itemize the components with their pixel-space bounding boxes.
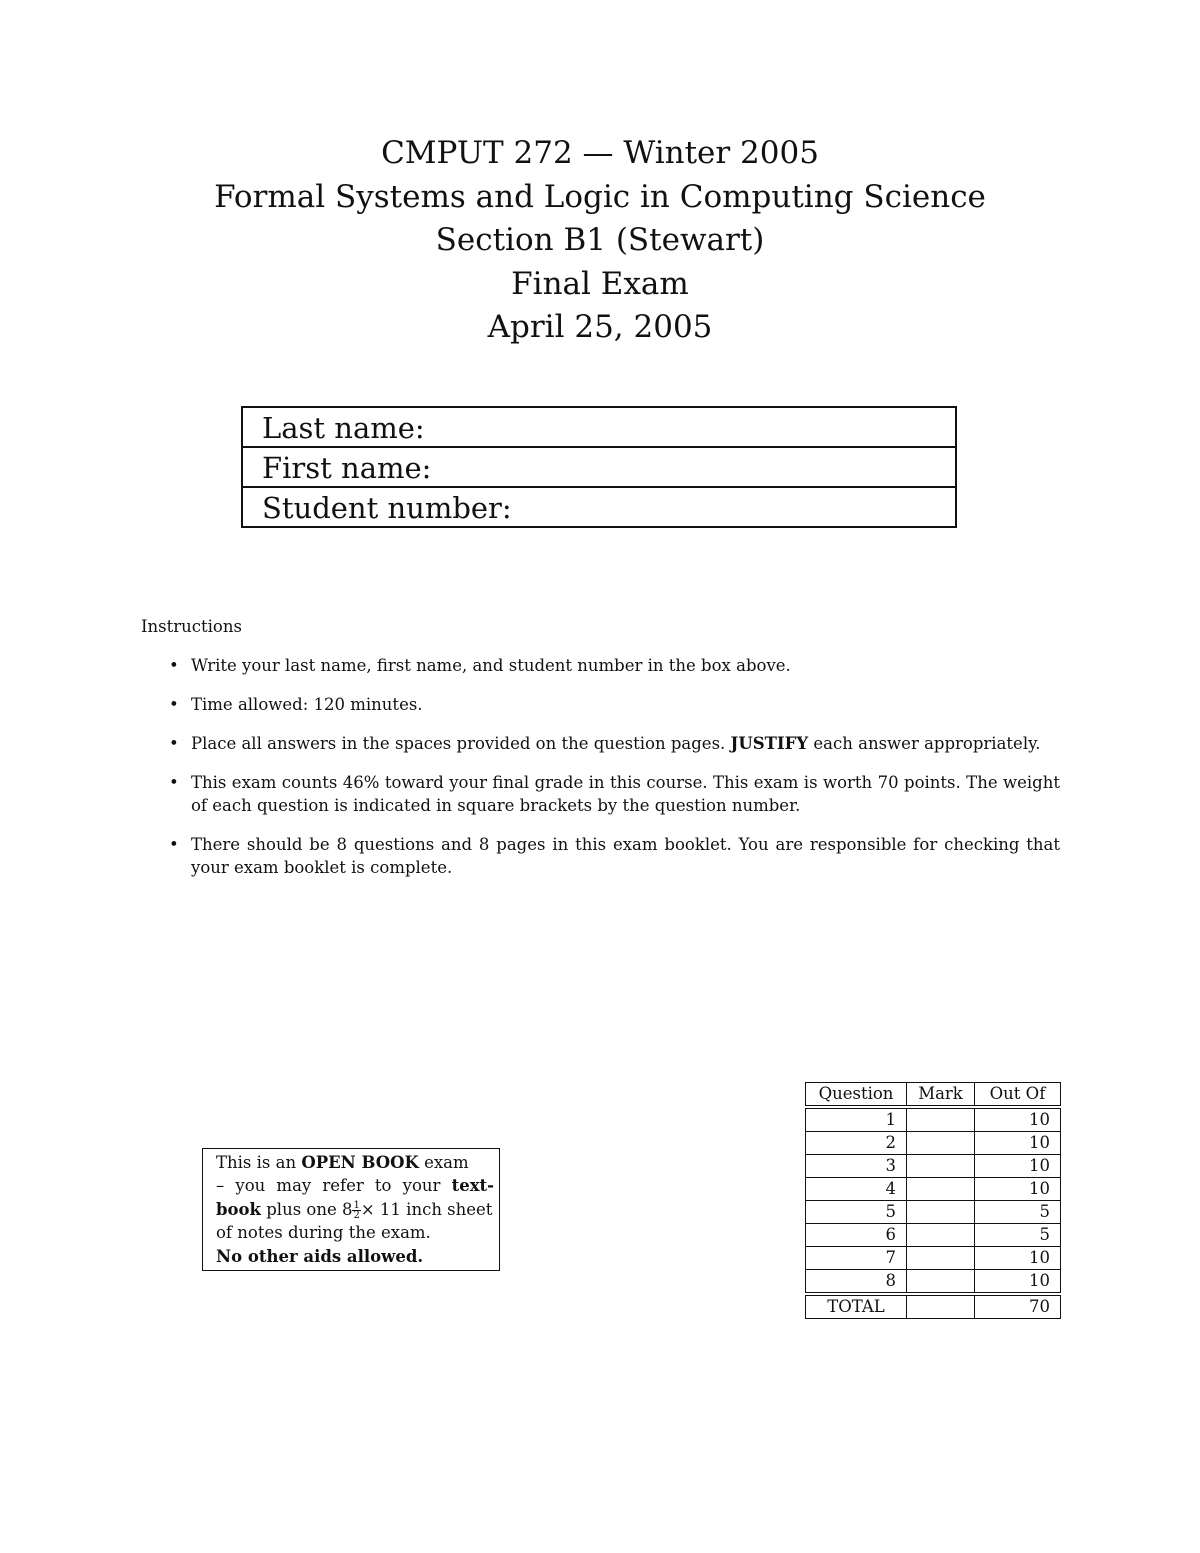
fraction-denominator: 2 — [353, 1209, 360, 1221]
instruction-item — [168, 732, 1060, 755]
exam-date: April 25, 2005 — [487, 309, 713, 345]
question-number: 3 — [806, 1155, 907, 1178]
textbook-emphasis: text- — [451, 1176, 495, 1196]
header-out-of: Out Of — [975, 1083, 1061, 1108]
question-number: 4 — [806, 1178, 907, 1201]
out-of-cell: 10 — [975, 1178, 1061, 1201]
fraction-numerator: 1 — [353, 1199, 360, 1211]
table-row — [806, 1155, 1061, 1178]
question-number: 2 — [806, 1132, 907, 1155]
question-number: 6 — [806, 1224, 907, 1247]
out-of-cell: 10 — [975, 1132, 1061, 1155]
open-book-line: of notes during the exam. — [216, 1223, 431, 1243]
table-row — [806, 1224, 1061, 1247]
table-row — [806, 1178, 1061, 1201]
out-of-cell: 10 — [975, 1247, 1061, 1270]
student-number-label: Student number: — [262, 491, 512, 525]
out-of-cell: 5 — [975, 1224, 1061, 1247]
open-book-line — [216, 1245, 494, 1268]
textbook-emphasis: book — [216, 1199, 261, 1219]
open-book-text: plus one 8 — [266, 1199, 353, 1219]
instruction-text-tail: each answer appropriately. — [813, 734, 1041, 753]
open-book-text: – you may refer to your — [216, 1176, 441, 1196]
bullet-icon: • — [169, 773, 179, 792]
instruction-item — [168, 654, 1060, 677]
instruction-text: Write your last name, first name, and student number in the box above. — [191, 656, 791, 675]
student-number-field[interactable] — [243, 488, 955, 526]
question-number: 5 — [806, 1201, 907, 1224]
out-of-cell: 10 — [975, 1270, 1061, 1295]
instructions-list — [168, 654, 1060, 895]
first-name-field[interactable] — [243, 448, 955, 488]
mark-cell[interactable] — [907, 1224, 975, 1247]
header-mark: Mark — [907, 1083, 975, 1108]
marks-table — [805, 1082, 1061, 1319]
table-row — [806, 1107, 1061, 1132]
mark-cell[interactable] — [907, 1178, 975, 1201]
justify-emphasis: JUSTIFY — [730, 734, 809, 753]
instruction-text: There should be 8 questions and 8 pages in this exam booklet. You are responsible for checking that your exam booklet is complete. — [191, 835, 1060, 877]
table-row — [806, 1270, 1061, 1295]
open-book-line — [216, 1174, 494, 1197]
mark-cell[interactable] — [907, 1107, 975, 1132]
course-title: CMPUT 272 — Winter 2005 — [381, 135, 819, 171]
out-of-cell: 10 — [975, 1155, 1061, 1178]
no-aids-emphasis: No other aids allowed. — [216, 1246, 424, 1266]
instruction-item — [168, 833, 1060, 879]
open-book-notice — [202, 1148, 500, 1271]
instruction-item — [168, 693, 1060, 716]
instruction-text: This exam counts 46% toward your final grade in this course. This exam is worth 70 points. The weight of each question is indicated in square brackets by the question number. — [191, 773, 1060, 815]
course-section: Section B1 (Stewart) — [435, 222, 765, 258]
mark-cell[interactable] — [907, 1132, 975, 1155]
total-out-of: 70 — [975, 1294, 1061, 1319]
half-fraction — [352, 1201, 360, 1220]
course-subject: Formal Systems and Logic in Computing Science — [214, 178, 986, 215]
bullet-icon: • — [169, 734, 179, 753]
open-book-line — [216, 1151, 494, 1174]
mark-cell[interactable] — [907, 1247, 975, 1270]
student-id-box — [241, 406, 957, 528]
header-question: Question — [806, 1083, 907, 1108]
exam-title-block — [0, 132, 1200, 350]
out-of-cell: 5 — [975, 1201, 1061, 1224]
open-book-text: This is an — [216, 1153, 297, 1172]
open-book-line — [216, 1198, 494, 1221]
question-number: 1 — [806, 1107, 907, 1132]
mark-cell[interactable] — [907, 1201, 975, 1224]
question-number: 7 — [806, 1247, 907, 1270]
open-book-text: exam — [424, 1153, 469, 1172]
table-row — [806, 1247, 1061, 1270]
instructions-heading: Instructions — [141, 617, 242, 636]
instruction-item — [168, 771, 1060, 817]
last-name-field[interactable] — [243, 408, 955, 448]
exam-name: Final Exam — [511, 265, 689, 302]
mark-cell[interactable] — [907, 1155, 975, 1178]
total-label: TOTAL — [806, 1294, 907, 1319]
total-row — [806, 1294, 1061, 1319]
open-book-text: × 11 inch sheet — [360, 1199, 493, 1219]
instruction-text: Time allowed: 120 minutes. — [191, 695, 423, 714]
table-row — [806, 1201, 1061, 1224]
out-of-cell: 10 — [975, 1107, 1061, 1132]
instruction-text: Place all answers in the spaces provided on the question pages. — [191, 734, 726, 753]
bullet-icon: • — [169, 835, 179, 854]
question-number: 8 — [806, 1270, 907, 1295]
total-mark-cell[interactable] — [907, 1294, 975, 1319]
bullet-icon: • — [169, 656, 179, 675]
marks-table-header — [806, 1083, 1061, 1108]
table-row — [806, 1132, 1061, 1155]
open-book-emphasis: OPEN BOOK — [301, 1153, 419, 1172]
first-name-label: First name: — [262, 451, 432, 485]
bullet-icon: • — [169, 695, 179, 714]
mark-cell[interactable] — [907, 1270, 975, 1295]
last-name-label: Last name: — [262, 411, 425, 445]
